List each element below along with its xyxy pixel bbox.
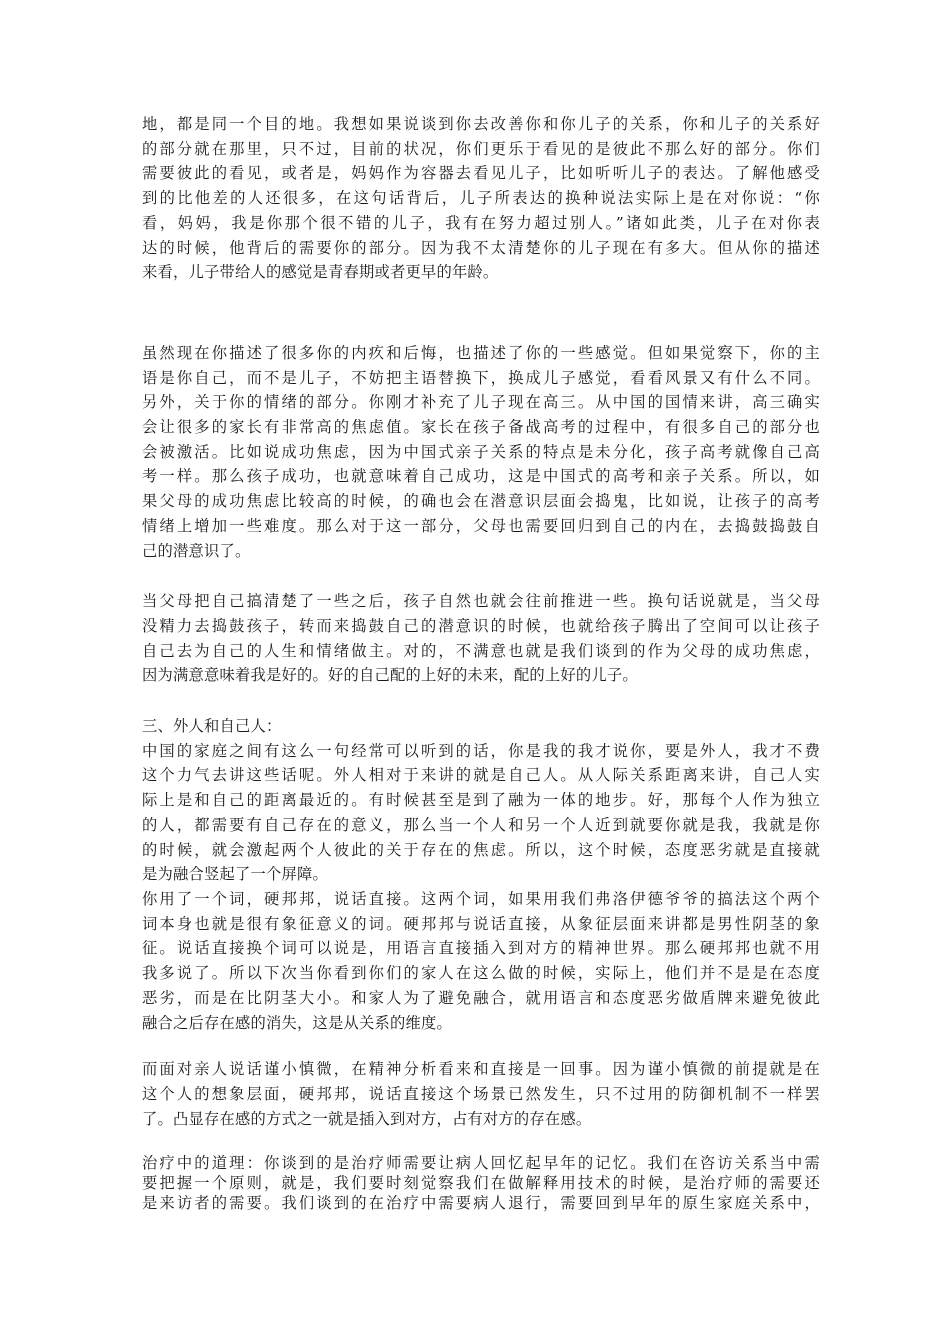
text-line: 当父母把自己搞清楚了一些之后，孩子自然也就会往前推进一些。换句话说就是，当父母 — [142, 592, 820, 611]
text-line: 是为融合竖起了一个屏障。 — [142, 865, 328, 884]
text-line: 的部分就在那里，只不过，目前的状况，你们更乐于看见的是彼此不那么好的部分。你们 — [142, 139, 820, 158]
text-line: 征。说话直接换个词可以说是，用语言直接插入到对方的精神世界。那么硬邦邦也就不用 — [142, 939, 820, 958]
text-line: 会让很多的家长有非常高的焦虑值。家长在孩子备战高考的过程中，有很多自己的部分也 — [142, 418, 820, 437]
text-line: 自己去为自己的人生和情绪做主。对的，不满意也就是我们谈到的作为父母的成功焦虑， — [142, 641, 820, 660]
text-line: 中国的家庭之间有这么一句经常可以听到的话，你是我的我才说你，要是外人，我才不费 — [142, 741, 820, 760]
text-line: 的人，都需要有自己存在的意义，那么当一个人和另一个人近到就要你就是我，我就是你 — [142, 815, 820, 834]
text-line: 另外，关于你的情绪的部分。你刚才补充了儿子现在高三。从中国的国情来讲，高三确实 — [142, 393, 820, 412]
text-line: 看，妈妈，我是你那个很不错的儿子，我有在努力超过别人。”诸如此类，儿子在对你表 — [142, 213, 820, 232]
text-line: 了。凸显存在感的方式之一就是插入到对方，占有对方的存在感。 — [142, 1109, 592, 1128]
text-line: 考一样。那么孩子成功，也就意味着自己成功，这是中国式的高考和亲子关系。所以，如 — [142, 467, 820, 486]
section-heading: 三、外人和自己人： — [142, 717, 282, 736]
text-line: 而面对亲人说话谨小慎微，在精神分析看来和直接是一回事。因为谨小慎微的前提就是在 — [142, 1060, 820, 1079]
text-line: 因为满意意味着我是好的。好的自己配的上好的未来，配的上好的儿子。 — [142, 666, 638, 685]
paragraph-4 — [142, 714, 820, 1035]
text-line: 融合之后存在感的消失，这是从关系的维度。 — [142, 1013, 452, 1032]
text-line: 是来访者的需要。我们谈到的在治疗中需要病人退行，需要回到早年的原生家庭关系中， — [142, 1194, 820, 1213]
text-line: 己的潜意识了。 — [142, 541, 251, 560]
text-line: 到的比他差的人还很多，在这句话背后，儿子所表达的换种说法实际上是在对你说：“你 — [142, 189, 820, 208]
text-line: 没精力去捣鼓孩子，转而来捣鼓自己的潜意识的时候，也就给孩子腾出了空间可以让孩子 — [142, 616, 820, 635]
document-page — [142, 112, 820, 1213]
text-line: 你用了一个词，硬邦邦，说话直接。这两个词，如果用我们弗洛伊德爷爷的搞法这个两个 — [142, 889, 820, 908]
text-line: 虽然现在你描述了很多你的内疚和后悔，也描述了你的一些感觉。但如果觉察下，你的主 — [142, 343, 820, 362]
text-line: 这个力气去讲这些话呢。外人相对于来讲的就是自己人。从人际关系距离来讲，自己人实 — [142, 766, 820, 785]
text-line: 需要彼此的看见，或者是，妈妈作为容器去看见儿子，比如听听儿子的表达。了解他感受 — [142, 164, 820, 183]
text-line: 语是你自己，而不是儿子，不妨把主语替换下，换成儿子感觉，看看风景又有什么不同。 — [142, 368, 820, 387]
paragraph-1 — [142, 112, 820, 285]
text-line: 情绪上增加一些难度。那么对于这一部分，父母也需要回归到自己的内在，去捣鼓捣鼓自 — [142, 516, 820, 535]
text-line: 治疗中的道理：你谈到的是治疗师需要让病人回忆起早年的记忆。我们在咨访关系当中需 — [142, 1154, 820, 1173]
paragraph-3 — [142, 589, 820, 688]
text-line: 这个人的想象层面，硬邦邦，说话直接这个场景已然发生，只不过用的防御机制不一样罢 — [142, 1084, 820, 1103]
paragraph-gap — [142, 688, 820, 714]
paragraph-gap — [142, 1131, 820, 1153]
text-line: 际上是和自己的距离最近的。有时候甚至是到了融为一体的地步。好，那每个人作为独立 — [142, 791, 820, 810]
text-line: 的时候，就会激起两个人彼此的关于存在的焦虑。所以，这个时候，态度恶劣就是直接就 — [142, 840, 820, 859]
paragraph-5 — [142, 1057, 820, 1131]
paragraph-gap — [142, 1035, 820, 1057]
paragraph-2 — [142, 341, 820, 563]
paragraph-gap — [142, 285, 820, 341]
text-line: 恶劣，而是在比阴茎大小。和家人为了避免融合，就用语言和态度恶劣做盾牌来避免彼此 — [142, 988, 820, 1007]
text-line: 词本身也就是很有象征意义的词。硬邦邦与说话直接，从象征层面来讲都是男性阴茎的象 — [142, 914, 820, 933]
text-line: 会被激活。比如说成功焦虑，因为中国式亲子关系的特点是未分化，孩子高考就像自己高 — [142, 442, 820, 461]
text-line: 达的时候，他背后的需要你的部分。因为我不太清楚你的儿子现在有多大。但从你的描述 — [142, 238, 820, 257]
text-line: 果父母的成功焦虑比较高的时候，的确也会在潜意识层面会捣鬼，比如说，让孩子的高考 — [142, 492, 820, 511]
paragraph-gap — [142, 563, 820, 589]
text-line: 来看，儿子带给人的感觉是青春期或者更早的年龄。 — [142, 263, 499, 282]
text-line: 要把握一个原则，就是，我们要时刻觉察我们在做解释用技术的时候，是治疗师的需要还 — [142, 1174, 820, 1193]
text-line: 地，都是同一个目的地。我想如果说谈到你去改善你和你儿子的关系，你和儿子的关系好 — [142, 115, 820, 133]
text-line: 我多说了。所以下次当你看到你们的家人在这么做的时候，实际上，他们并不是是在态度 — [142, 964, 820, 983]
paragraph-6 — [142, 1153, 820, 1213]
